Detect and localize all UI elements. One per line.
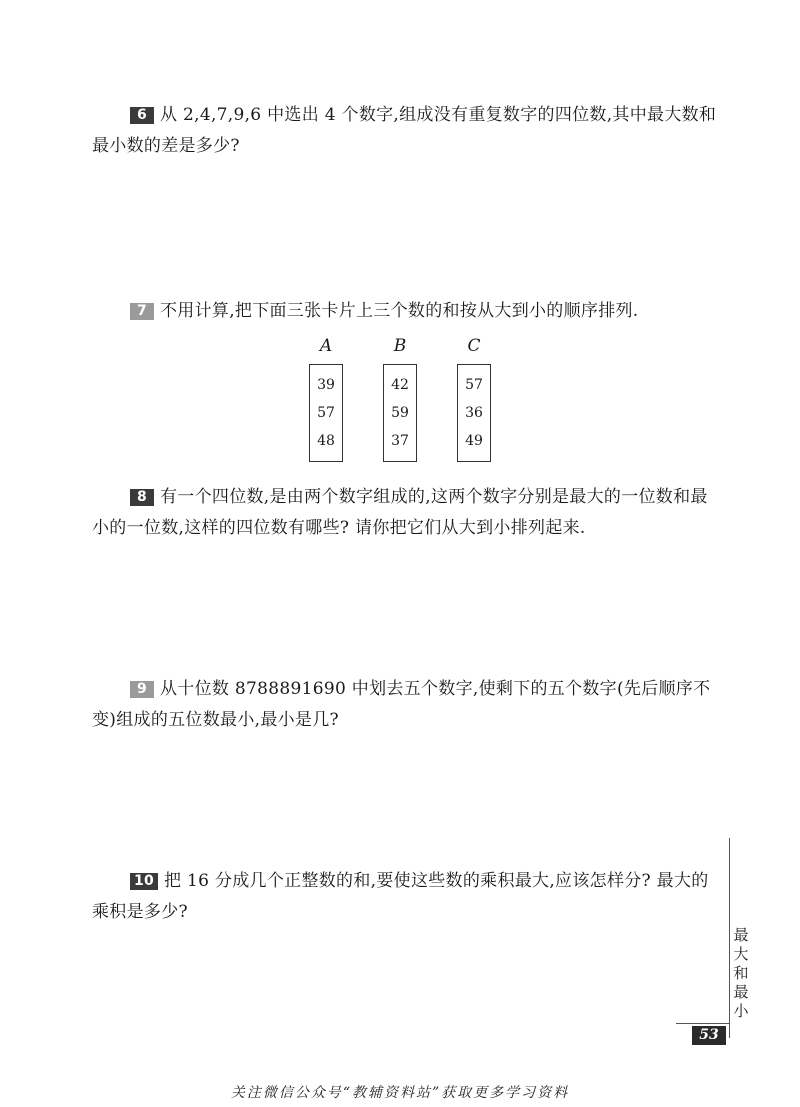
card-value: 59 [391, 405, 409, 421]
card-value: 39 [317, 377, 335, 393]
problem-7 [92, 296, 722, 327]
card-value: 57 [465, 377, 483, 393]
side-tab-char: 大 [733, 945, 749, 963]
side-tab-char: 最 [733, 926, 749, 944]
card-b [382, 334, 418, 462]
page-number-rule [676, 1023, 730, 1024]
problem-number-badge: 6 [130, 107, 154, 124]
problem-text: 从十位数 8788891690 中划去五个数字,使剩下的五个数字(先后顺序不变)组成的五位数最小,最小是几? [92, 679, 711, 730]
card-label: C [467, 336, 481, 356]
problem-number-badge: 9 [130, 681, 154, 698]
card-value: 42 [391, 377, 409, 393]
problem-text: 不用计算,把下面三张卡片上三个数的和按从大到小的顺序排列. [160, 301, 639, 321]
card-box [383, 364, 417, 462]
side-divider [729, 838, 730, 1038]
card-value: 48 [317, 433, 335, 449]
card-c [456, 334, 492, 462]
problem-9 [92, 674, 722, 736]
side-tab-char: 和 [733, 964, 749, 982]
problem-text: 把 16 分成几个正整数的和,要使这些数的乘积最大,应该怎样分? 最大的乘积是多少? [92, 871, 709, 922]
card-a [308, 334, 344, 462]
chapter-side-tab [733, 926, 749, 1021]
card-box [309, 364, 343, 462]
problem-number-badge: 7 [130, 303, 154, 320]
card-label: A [319, 336, 333, 356]
problem-number-badge: 10 [130, 873, 158, 890]
side-tab-char: 小 [733, 1002, 749, 1020]
card-value: 49 [465, 433, 483, 449]
problem-text: 从 2,4,7,9,6 中选出 4 个数字,组成没有重复数字的四位数,其中最大数和最小数的差是多少? [92, 105, 717, 156]
card-value: 57 [317, 405, 335, 421]
number-cards [308, 334, 508, 464]
problem-10 [92, 866, 722, 928]
footer-note: 关注微信公众号“教辅资料站”获取更多学习资料 [230, 1085, 570, 1101]
problem-text: 有一个四位数,是由两个数字组成的,这两个数字分别是最大的一位数和最小的一位数,这样的四位数有哪些? 请你把它们从大到小排列起来. [92, 487, 708, 538]
card-value: 37 [391, 433, 409, 449]
problem-number-badge: 8 [130, 489, 154, 506]
problem-6 [92, 100, 722, 162]
problem-8 [92, 482, 722, 544]
card-value: 36 [465, 405, 483, 421]
card-box [457, 364, 491, 462]
side-tab-char: 最 [733, 983, 749, 1001]
page-number: 53 [692, 1026, 726, 1045]
card-label: B [393, 336, 407, 356]
